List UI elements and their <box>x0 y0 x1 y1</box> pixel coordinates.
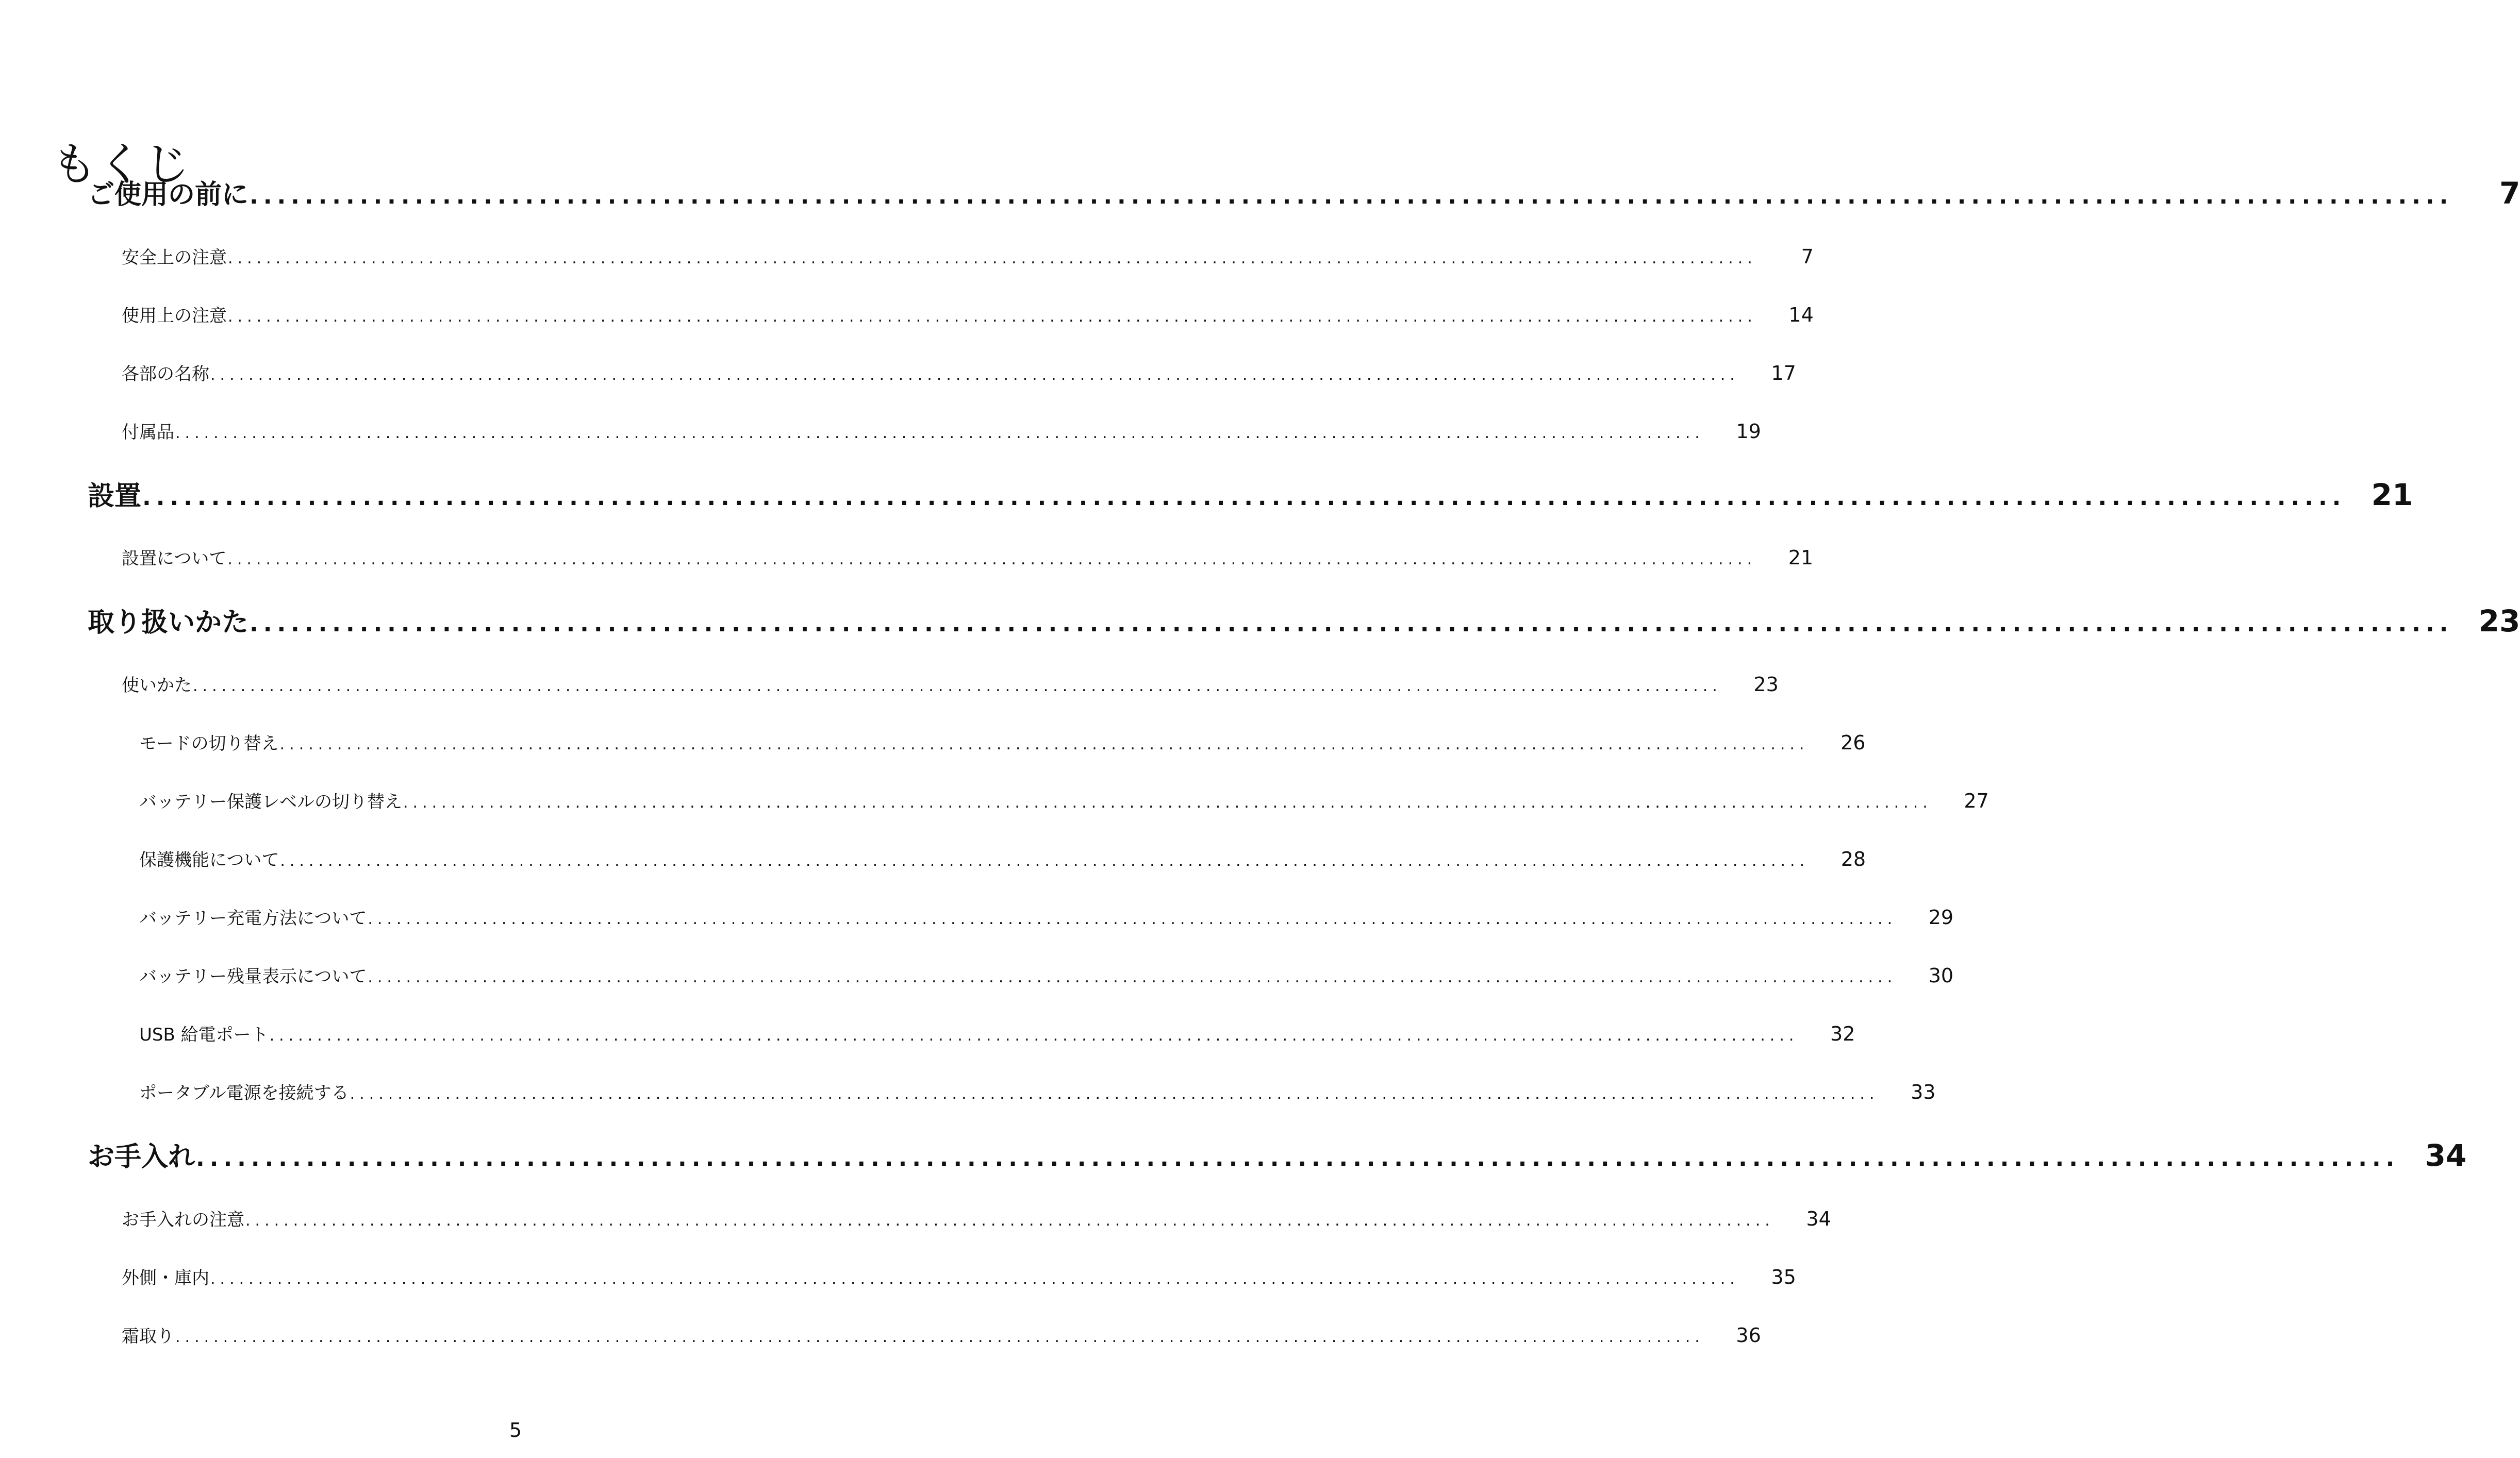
toc-entry-label: 安全上の注意 <box>122 247 227 268</box>
toc-entry-page: 19 <box>1736 420 1761 443</box>
toc-entry-page: 7 <box>1801 245 1814 268</box>
toc-entry-label: モードの切り替え <box>139 733 279 754</box>
dot-leader: ................................................................................................................................................................ <box>350 1085 1879 1103</box>
dot-leader: ................................................................................................................................................................ <box>368 910 1897 928</box>
toc-entry-label: USB 給電ポート <box>139 1025 269 1045</box>
toc-section-handling[interactable] <box>88 600 2520 642</box>
dot-leader: ................................................................................................................................................................ <box>368 968 1897 986</box>
toc-entry-page: 32 <box>1830 1023 1855 1045</box>
toc-entry-label: 付属品 <box>122 422 174 443</box>
toc-entry-page: 34 <box>2425 1138 2467 1173</box>
toc-entry-label: ポータブル電源を接続する <box>139 1083 349 1103</box>
toc-section-maintenance[interactable] <box>88 1135 2467 1176</box>
dot-leader: ................................................................................................................................................................ <box>193 677 1722 695</box>
toc-entry-accessories[interactable] <box>122 416 1761 447</box>
dot-leader: ................................................................................................................................................................ <box>228 249 1757 267</box>
dot-leader: ................................................................................................................................................................ <box>250 183 2453 209</box>
toc-entry-label: 取り扱いかた <box>88 607 249 638</box>
toc-entry-page: 36 <box>1736 1324 1761 1347</box>
toc-entry-how-to-use[interactable] <box>122 669 1779 700</box>
toc-entry-about-installation[interactable] <box>122 542 1814 573</box>
toc-entry-exterior-interior[interactable] <box>122 1262 1796 1293</box>
toc-entry-battery-level-display[interactable] <box>139 960 1954 991</box>
toc-entry-mode-switch[interactable] <box>139 727 1866 758</box>
dot-leader: ................................................................................................................................................................ <box>269 1027 1799 1045</box>
dot-leader: ................................................................................................................................................................ <box>210 1270 1739 1288</box>
toc-entry-label: ご使用の前に <box>88 179 249 210</box>
dot-leader: ................................................................................................................................................................ <box>228 308 1757 326</box>
toc-entry-label: バッテリー保護レベルの切り替え <box>139 792 402 812</box>
page-title: もくじ <box>52 137 191 191</box>
toc-entry-usb-port[interactable] <box>139 1018 1855 1049</box>
toc-entry-page: 23 <box>1753 673 1779 696</box>
toc-entry-battery-protection-level[interactable] <box>139 785 1989 816</box>
page-number: 5 <box>509 1419 522 1442</box>
toc-entry-label: お手入れの注意 <box>122 1210 244 1230</box>
dot-leader: ................................................................................................................................................................ <box>210 366 1739 384</box>
toc-entry-page: 33 <box>1911 1081 1936 1103</box>
toc-entry-safety-precautions[interactable] <box>122 241 1814 272</box>
toc-entry-usage-precautions[interactable] <box>122 299 1814 330</box>
toc-entry-page: 35 <box>1771 1266 1796 1288</box>
toc-entry-page: 26 <box>1841 731 1866 754</box>
toc-entry-maintenance-precautions[interactable] <box>122 1203 1831 1234</box>
toc-section-installation[interactable] <box>88 474 2413 515</box>
dot-leader: ................................................................................................................................................................ <box>142 484 2346 511</box>
toc-entry-label: 霜取り <box>122 1326 174 1347</box>
toc-entry-page: 34 <box>1806 1208 1831 1230</box>
toc-entry-label: 使用上の注意 <box>122 306 227 326</box>
toc-entry-page: 23 <box>2478 604 2520 639</box>
toc-entry-defrosting[interactable] <box>122 1320 1761 1351</box>
toc-entry-label: お手入れ <box>88 1142 195 1172</box>
toc-entry-label: バッテリー残量表示について <box>139 966 367 987</box>
dot-leader: ................................................................................................................................................................ <box>227 550 1757 568</box>
toc-entry-protection-features[interactable] <box>139 844 1866 875</box>
toc-entry-page: 14 <box>1788 304 1814 326</box>
toc-entry-portable-power[interactable] <box>139 1077 1936 1108</box>
dot-leader: ................................................................................................................................................................ <box>250 611 2453 637</box>
dot-leader: ................................................................................................................................................................ <box>245 1212 1775 1230</box>
toc-entry-part-names[interactable] <box>122 358 1796 389</box>
toc-entry-page: 17 <box>1771 362 1796 384</box>
dot-leader: ................................................................................................................................................................ <box>403 794 1932 812</box>
toc-entry-label: 使いかた <box>122 675 192 696</box>
toc-entry-label: 設置 <box>88 481 142 512</box>
toc-entry-label: 保護機能について <box>139 850 279 870</box>
toc-entry-label: 各部の名称 <box>122 364 209 384</box>
dot-leader: ................................................................................................................................................................ <box>196 1145 2400 1171</box>
toc-entry-page: 21 <box>2371 477 2413 512</box>
toc-entry-page: 7 <box>2499 176 2520 211</box>
toc-entry-page: 28 <box>1841 848 1866 870</box>
toc-entry-label: 外側・庫内 <box>122 1268 209 1288</box>
dot-leader: ................................................................................................................................................................ <box>175 1328 1704 1346</box>
dot-leader: ................................................................................................................................................................ <box>280 852 1810 870</box>
toc-entry-battery-charging[interactable] <box>139 902 1954 933</box>
toc-entry-page: 27 <box>1964 790 1989 812</box>
toc-entry-page: 21 <box>1788 546 1814 569</box>
toc-entry-page: 30 <box>1928 964 1954 987</box>
toc-entry-label: 設置について <box>122 548 227 569</box>
toc-entry-label: バッテリー充電方法について <box>139 908 367 929</box>
toc-section-before-use[interactable] <box>88 173 2520 214</box>
toc-entry-page: 29 <box>1928 906 1954 929</box>
dot-leader: ................................................................................................................................................................ <box>175 424 1704 442</box>
dot-leader: ................................................................................................................................................................ <box>279 735 1809 753</box>
